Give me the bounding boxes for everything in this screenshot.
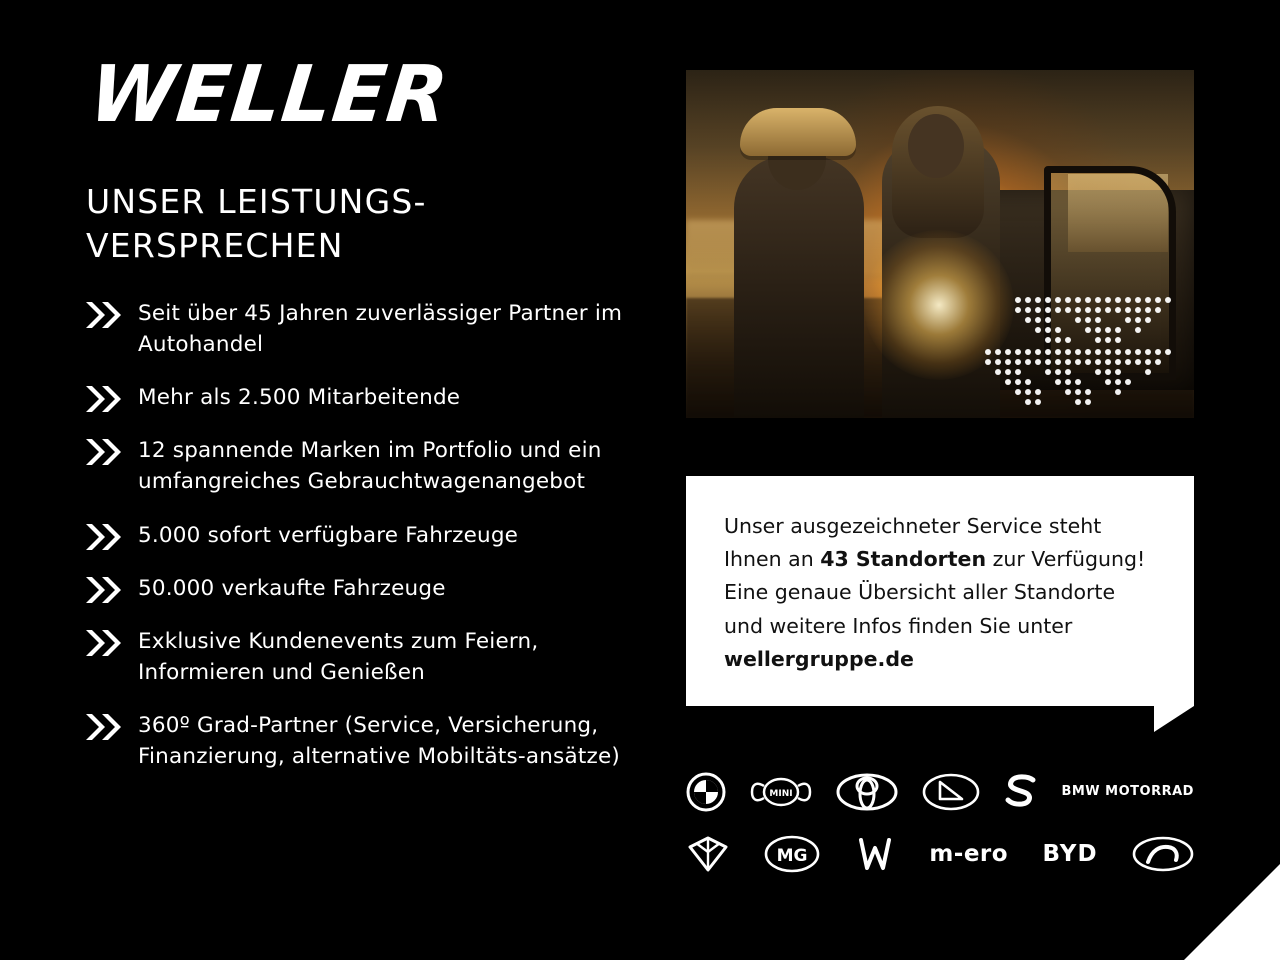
brand-logo-row-1	[686, 772, 1194, 812]
micro-label: m-ero	[929, 841, 1009, 868]
byd-label: BYD	[1042, 841, 1098, 868]
list-item	[86, 382, 666, 413]
mini-logo	[750, 772, 812, 812]
speech-bubble-tail	[1154, 706, 1194, 732]
list-item-label: Seit über 45 Jahren zuverlässiger Partner im Autohandel	[138, 300, 623, 357]
byd-logo	[1043, 834, 1098, 874]
corner-accent	[1184, 864, 1280, 960]
double-chevron-icon	[86, 439, 126, 465]
list-item	[86, 520, 666, 551]
left-column	[85, 50, 666, 795]
hero-photo	[686, 70, 1194, 418]
cupra-logo	[686, 834, 730, 874]
list-item	[86, 573, 666, 604]
list-item	[86, 298, 666, 360]
headline-line-1: UNSER LEISTUNGS-	[86, 182, 427, 221]
list-item-label: 50.000 verkaufte Fahrzeuge	[138, 575, 446, 601]
bmw-logo	[686, 772, 726, 812]
brand-logo-row-2	[686, 834, 1194, 874]
service-info-text	[724, 510, 1160, 676]
micro-logo	[929, 834, 1008, 874]
sun-hat-icon	[740, 108, 856, 156]
bmw-motorrad-logo	[1061, 772, 1194, 812]
wuling-logo	[855, 834, 895, 874]
double-chevron-icon	[86, 714, 126, 740]
service-text-suffix: zur Verfügung! Eine genaue Übersicht aller Standorte und weitere Infos finden Sie unter	[724, 547, 1146, 638]
person-left	[734, 156, 864, 418]
weller-dotted-w-logo	[982, 290, 1178, 410]
double-chevron-icon	[86, 302, 126, 328]
weller-wordmark-logo: WELLER	[85, 50, 453, 140]
list-item-label: Exklusive Kundenevents zum Feiern, Informieren und Genießen	[138, 628, 539, 686]
list-item-label: Mehr als 2.500 Mitarbeitende	[138, 385, 461, 411]
hyundai-logo	[1132, 834, 1194, 874]
brand-logo-grid	[686, 772, 1194, 874]
double-chevron-icon	[86, 577, 126, 603]
list-item-label: 360º Grad-Partner (Service, Versicherung, Finanzierung, alternative Mobiltäts-ansätze)	[138, 713, 620, 770]
seat-logo	[1004, 772, 1038, 812]
list-item	[86, 710, 666, 772]
bmw-motorrad-label: BMW MOTORRAD	[1061, 783, 1194, 799]
person-right-head	[908, 114, 964, 178]
service-info-card	[686, 476, 1194, 706]
lexus-logo	[922, 772, 980, 812]
mg-logo	[764, 834, 820, 874]
list-item-label: 12 spannende Marken im Portfolio und ein umfangreiches Gebrauchtwagenangebot	[138, 438, 602, 495]
headline-line-2: VERSPRECHEN	[86, 225, 344, 265]
service-locations-count: 43 Standorten	[820, 547, 987, 572]
toyota-logo	[836, 772, 898, 812]
right-column	[686, 70, 1194, 896]
double-chevron-icon	[86, 630, 126, 656]
double-chevron-icon	[86, 524, 126, 550]
page-title	[86, 180, 666, 268]
double-chevron-icon	[86, 386, 126, 412]
svg-text:MINI: MINI	[769, 789, 793, 800]
list-item	[86, 435, 666, 497]
website-link[interactable]: wellergruppe.de	[724, 646, 914, 671]
benefits-list	[86, 298, 666, 773]
svg-text:MG: MG	[777, 846, 808, 867]
list-item	[86, 626, 666, 688]
service-text-prefix: Unser ausgezeichneter Service steht Ihnen an	[724, 514, 1102, 572]
list-item-label: 5.000 sofort verfügbare Fahrzeuge	[138, 522, 519, 548]
